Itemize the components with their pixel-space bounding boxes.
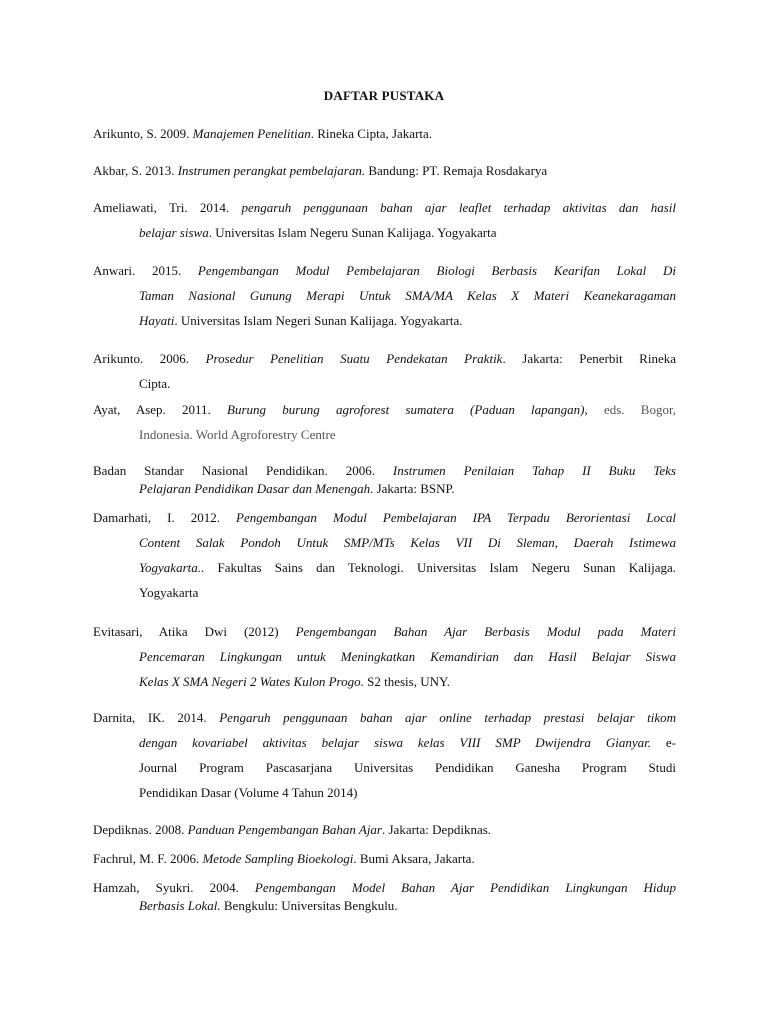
- ref-publisher: Pendidikan Dasar (Volume 4 Tahun 2014): [139, 785, 358, 800]
- ref-publisher: . Fakultas Sains dan Teknologi. Universitas Islam Negeru Sunan Kalijaga.: [201, 560, 676, 575]
- ref-title: Pengembangan Modul Pembelajaran IPA Terpadu Berorientasi Local: [236, 510, 676, 525]
- ref-title: Berbasis Lokal.: [139, 898, 221, 913]
- reference-entry: [93, 195, 676, 245]
- ref-title: Kelas X SMA Negeri 2 Wates Kulon Progo.: [139, 674, 364, 689]
- ref-title: Pengembangan Modul Pembelajaran Biologi Berbasis Kearifan Lokal Di: [197, 263, 676, 278]
- ref-publisher: . Universitas Islam Negeri Sunan Kalijaga. Yogyakarta.: [174, 313, 463, 328]
- reference-entry: [93, 397, 676, 447]
- ref-publisher: . Jakarta: Penerbit Rineka: [502, 351, 676, 366]
- ref-title: dengan kovariabel aktivitas belajar siswa kelas VIII SMP Dwijendra Gianyar.: [139, 735, 651, 750]
- reference-entry: [93, 846, 676, 871]
- ref-author: Darnita, IK. 2014.: [93, 710, 220, 725]
- ref-author: Ayat, Asep. 2011.: [93, 402, 228, 417]
- reference-entry: [93, 505, 676, 605]
- ref-publisher: . Jakarta: BSNP.: [370, 481, 455, 496]
- ref-title: Pengembangan Model Bahan Ajar Pendidikan Lingkungan Hidup: [254, 880, 677, 895]
- ref-title: Taman Nasional Gunung Merapi Untuk SMA/MA Kelas X Materi Keanekaragaman: [139, 288, 676, 303]
- reference-entry: [93, 258, 676, 333]
- ref-title: Manajemen Penelitian: [192, 126, 311, 141]
- ref-title: Content Salak Pondoh Untuk SMP/MTs Kelas VII Di Sleman, Daerah Istimewa: [139, 535, 676, 550]
- ref-title: Pengembangan Bahan Ajar Berbasis Modul pada Materi: [295, 624, 676, 639]
- ref-publisher: . Universitas Islam Negeru Sunan Kalijaga. Yogyakarta: [208, 225, 497, 240]
- ref-title: Pengaruh penggunaan bahan ajar online terhadap prestasi belajar tikom: [219, 710, 676, 725]
- ref-author: Evitasari, Atika Dwi (2012): [93, 624, 296, 639]
- ref-publisher: . Jakarta: Depdiknas.: [382, 822, 492, 837]
- ref-publisher: Yogyakarta: [139, 585, 199, 600]
- ref-author: Fachrul, M. F. 2006.: [93, 851, 203, 866]
- reference-entry: [93, 817, 676, 842]
- ref-publisher: eds. Bogor,: [603, 402, 676, 417]
- ref-author: Depdiknas. 2008.: [93, 822, 188, 837]
- ref-title: Instrumen perangkat pembelajaran.: [177, 163, 366, 178]
- reference-entry: [93, 346, 676, 396]
- ref-publisher: S2 thesis, UNY.: [363, 674, 450, 689]
- ref-title: Metode Sampling Bioekologi: [202, 851, 354, 866]
- ref-publisher: Journal Program Pascasarjana Universitas Pendidikan Ganesha Program Studi: [139, 760, 676, 775]
- ref-title: pengaruh penggunaan bahan ajar leaflet terhadap aktivitas dan hasil: [241, 200, 676, 215]
- ref-title: Prosedur Penelitian Suatu Pendekatan Praktik: [205, 351, 503, 366]
- reference-entry: [93, 158, 676, 183]
- ref-publisher: Cipta.: [139, 376, 171, 391]
- ref-publisher: Bengkulu: Universitas Bengkulu.: [220, 898, 398, 913]
- ref-publisher: Indonesia. World Agroforestry Centre: [139, 427, 336, 442]
- ref-title: Instrumen Penilaian Tahap II Buku Teks: [392, 463, 676, 478]
- ref-publisher: . Rineka Cipta, Jakarta.: [310, 126, 433, 141]
- ref-author: Ameliawati, Tri. 2014.: [93, 200, 242, 215]
- ref-title: belajar siswa: [139, 225, 209, 240]
- page-title: DAFTAR PUSTAKA: [323, 88, 445, 103]
- ref-author: Badan Standar Nasional Pendidikan. 2006.: [93, 463, 393, 478]
- ref-title: Hayati: [139, 313, 175, 328]
- ref-author: Akbar, S. 2013.: [93, 163, 178, 178]
- ref-title: Yogyakarta.: [139, 560, 201, 575]
- reference-entry: [93, 462, 676, 498]
- ref-publisher: Bandung: PT. Remaja Rosdakarya: [365, 163, 548, 178]
- ref-author: Arikunto. 2006.: [93, 351, 206, 366]
- ref-publisher: . Bumi Aksara, Jakarta.: [353, 851, 475, 866]
- ref-title: Panduan Pengembangan Bahan Ajar: [187, 822, 382, 837]
- ref-title: Pencemaran Lingkungan untuk Meningkatkan Kemandirian dan Hasil Belajar Siswa: [139, 649, 676, 664]
- ref-title: Burung burung agroforest sumatera (Paduan lapangan): [227, 402, 585, 417]
- ref-author: Anwari. 2015.: [93, 263, 198, 278]
- reference-entry: [93, 879, 676, 915]
- ref-title: Pelajaran Pendidikan Dasar dan Menengah: [139, 481, 371, 496]
- reference-entry: [93, 705, 676, 805]
- reference-entry: [93, 121, 676, 146]
- ref-author: Hamzah, Syukri. 2004.: [93, 880, 255, 895]
- ref-author: Damarhati, I. 2012.: [93, 510, 237, 525]
- ref-author: Arikunto, S. 2009.: [93, 126, 193, 141]
- reference-entry: [93, 619, 676, 694]
- ref-publisher: e-: [650, 735, 676, 750]
- ref-separator: ,: [584, 402, 604, 417]
